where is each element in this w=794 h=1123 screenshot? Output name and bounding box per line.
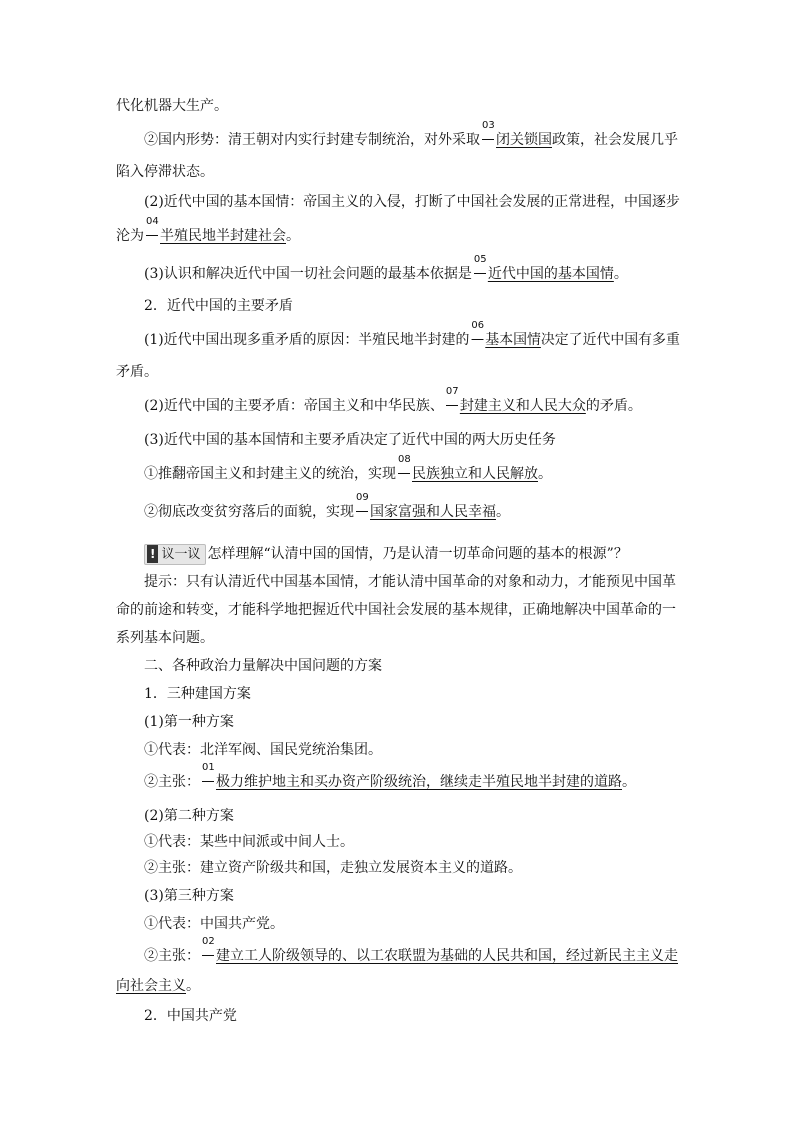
fill-blank <box>482 120 552 150</box>
exclamation-icon: ! <box>147 545 158 563</box>
text-line <box>144 544 628 565</box>
text: ②主张： <box>144 774 200 790</box>
text: 命的前途和转变，才能科学地把握近代中国社会发展的基本规律，正确地解决中国革命的一 <box>116 602 676 618</box>
blank-number: 03 <box>482 120 495 131</box>
blank-number: 02 <box>202 936 215 947</box>
text: 沦为 <box>116 228 144 244</box>
text: ②主张：建立资产阶级共和国，走独立发展资本主义的道路。 <box>144 860 522 876</box>
text-line <box>144 120 678 150</box>
text: 决定了近代中国有多重 <box>540 332 680 348</box>
blank-bar <box>482 139 494 140</box>
blank-answer: 基本国情 <box>485 332 541 348</box>
text: (2)近代中国的基本国情：帝国主义的入侵，打断了中国社会发展的正常进程，中国逐步 <box>144 194 680 210</box>
text-line <box>144 192 680 212</box>
text: 1．三种建国方案 <box>144 686 251 702</box>
blank-bar <box>202 781 214 782</box>
text: ①代表：某些中间派或中间人士。 <box>144 834 354 850</box>
blank-bar <box>474 273 486 274</box>
text: ①代表：中国共产党。 <box>144 916 284 932</box>
blank-bar <box>471 339 483 340</box>
fill-blank <box>356 492 496 522</box>
blank-answer: 国家富强和人民幸福 <box>370 504 496 520</box>
text: (3)第三种方案 <box>144 888 234 904</box>
blank-bar <box>398 473 410 474</box>
text-line <box>144 320 680 350</box>
text-line <box>116 96 228 116</box>
fill-blank <box>146 216 286 246</box>
text-line <box>144 430 556 450</box>
blank-bar <box>146 235 158 236</box>
blank-number: 08 <box>398 454 411 465</box>
text-line <box>144 914 284 934</box>
blank-answer: 近代中国的基本国情 <box>487 266 614 282</box>
text-line <box>144 806 234 826</box>
section-heading <box>144 684 251 704</box>
blank-answer: 闭关锁国 <box>496 132 552 148</box>
text: (2)近代中国的主要矛盾：帝国主义和中华民族、 <box>144 398 444 414</box>
text-line <box>116 976 200 996</box>
blank-number: 01 <box>202 762 215 773</box>
fill-blank <box>445 386 586 416</box>
fill-blank <box>202 936 678 966</box>
blank-number: 04 <box>146 216 159 227</box>
text-line <box>144 254 628 284</box>
text: 2．近代中国的主要矛盾 <box>144 298 293 314</box>
blank-bar <box>202 955 214 956</box>
text-line <box>144 454 552 484</box>
text-line <box>116 628 214 648</box>
fill-blank <box>471 320 541 350</box>
text: 二、各种政治力量解决中国问题的方案 <box>144 658 382 674</box>
fill-blank <box>202 762 622 792</box>
text-line <box>144 832 354 852</box>
section-heading <box>144 656 382 676</box>
text: 系列基本问题。 <box>116 630 214 646</box>
fill-blank-continued <box>116 976 186 996</box>
text: 。 <box>538 466 552 482</box>
section-heading <box>144 1006 237 1026</box>
text-line <box>144 740 382 760</box>
text-line <box>116 600 676 620</box>
blank-number: 09 <box>356 492 369 503</box>
text: (2)第二种方案 <box>144 808 234 824</box>
text-line <box>144 936 678 966</box>
text: 。 <box>622 774 636 790</box>
blank-number: 06 <box>471 320 485 331</box>
text: ②主张： <box>144 948 200 964</box>
text: (1)近代中国出现多重矛盾的原因：半殖民地半封建的 <box>144 332 470 348</box>
blank-bar <box>356 511 368 512</box>
text: 。 <box>613 266 628 282</box>
badge-label: 议一议 <box>161 547 201 562</box>
text: ②国内形势：清王朝对内实行封建专制统治，对外采取 <box>144 132 480 148</box>
text-line <box>116 216 300 246</box>
text: (3)认识和解决近代中国一切社会问题的最基本依据是 <box>144 266 472 282</box>
discuss-badge <box>144 544 206 565</box>
text-line <box>144 886 234 906</box>
blank-bar <box>446 405 458 406</box>
text: 陷入停滞状态。 <box>116 164 214 180</box>
text: ①推翻帝国主义和封建主义的统治，实现 <box>144 466 396 482</box>
text: 提示：只有认清近代中国基本国情，才能认清中国革命的对象和动力，才能预见中国革 <box>144 574 676 590</box>
fill-blank <box>473 254 614 284</box>
section-heading <box>144 296 293 316</box>
fill-blank <box>398 454 538 484</box>
text: 政策，社会发展几乎 <box>552 132 678 148</box>
text-line <box>144 712 234 732</box>
blank-number: 07 <box>445 386 459 397</box>
blank-number: 05 <box>473 254 487 265</box>
text-line <box>144 762 636 792</box>
blank-answer: 建立工人阶级领导的、以工农联盟为基础的人民共和国，经过新民主主义走 <box>216 948 678 964</box>
blank-answer: 向社会主义 <box>116 978 186 994</box>
text-line <box>144 386 642 416</box>
blank-answer: 极力维护地主和买办资产阶级统治，继续走半殖民地半封建的道路 <box>216 774 622 790</box>
text-line <box>116 362 158 382</box>
blank-answer: 民族独立和人民解放 <box>412 466 538 482</box>
text: (3)近代中国的基本国情和主要矛盾决定了近代中国的两大历史任务 <box>144 432 556 448</box>
text: 怎样理解“认清中国的国情，乃是认清一切革命问题的基本的根源”？ <box>207 546 628 562</box>
text: 代化机器大生产。 <box>116 98 228 114</box>
text: 2．中国共产党 <box>144 1008 237 1024</box>
blank-answer: 封建主义和人民大众 <box>459 398 586 414</box>
text: ①代表：北洋军阀、国民党统治集团。 <box>144 742 382 758</box>
text-line <box>144 572 676 592</box>
text: 。 <box>286 228 300 244</box>
text: ②彻底改变贫穷落后的面貌，实现 <box>144 504 354 520</box>
text: (1)第一种方案 <box>144 714 234 730</box>
text: 。 <box>496 504 510 520</box>
blank-answer: 半殖民地半封建社会 <box>160 228 286 244</box>
text-line <box>116 162 214 182</box>
text: 的矛盾。 <box>585 398 642 414</box>
text: 。 <box>186 978 200 994</box>
text-line <box>144 492 510 522</box>
text-line <box>144 858 522 878</box>
text: 矛盾。 <box>116 364 158 380</box>
